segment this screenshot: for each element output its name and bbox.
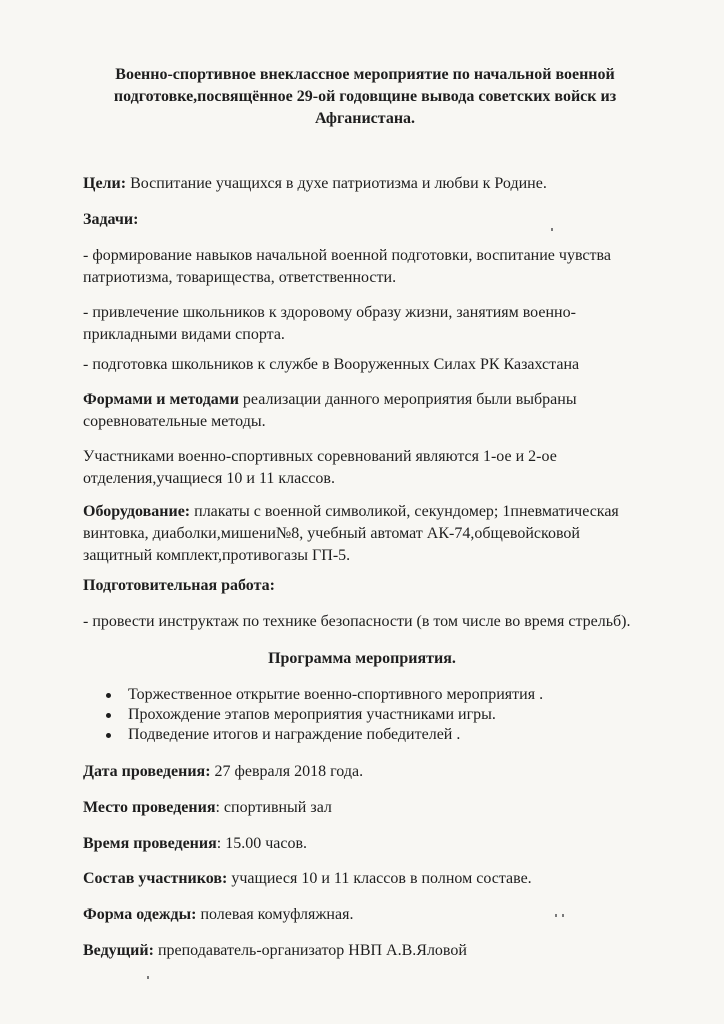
tasks-heading [83,209,683,231]
title-line: Военно-спортивное внеклассное мероприятие по начальной военной [115,66,615,83]
program-item: Торжественное открытие военно-спортивного мероприятия . [100,685,660,705]
detail-value: учащиеся 10 и 11 классов в полном составе. [231,870,532,887]
task-line: - формирование навыков начальной военной подготовки, воспитание чувства [83,247,611,264]
detail-host [83,940,683,962]
detail-value: : 15.00 часов. [216,835,308,852]
equipment-text: плакаты с военной символикой, секундомер; 1пневматическая [194,503,619,520]
title-line: подготовке,посвящённое 29-ой годовщине вывода советских войск из [113,88,617,105]
scan-speck [147,976,149,979]
detail-value: 27 февраля 2018 года. [214,763,364,780]
equipment-label: Оборудование: [83,503,191,520]
equipment-line: винтовка, диаболки,мишени№8, учебный автомат АК-74,общевойсковой [83,525,580,542]
prep-label: Подготовительная работа: [83,577,275,594]
task-item [83,302,683,346]
forms-line: соревновательные методы. [83,413,266,430]
program-title: Программа мероприятия. [268,650,456,667]
detail-value: полевая комуфляжная. [200,906,354,923]
task-item [83,245,683,289]
participants-line: Участниками военно-спортивных соревнований являются 1-ое и 2-ое [83,448,557,465]
detail-label: Время проведения [83,835,217,852]
detail-time [83,833,683,855]
forms-label: Формами и методами [83,391,239,408]
scan-speck [551,228,553,231]
participants-line: отделения,учащиеся 10 и 11 классов. [83,470,335,487]
forms-paragraph [83,389,683,433]
goals-text: Воспитание учащихся в духе патриотизма и любви к Родине. [130,175,547,192]
detail-label: Форма одежды: [83,906,197,923]
equipment-line: защитный комплект,противогазы ГП-5. [83,547,351,564]
task-line: патриотизма, товарищества, ответственности. [83,269,397,286]
tasks-label: Задачи: [83,211,139,228]
detail-label: Место проведения [83,799,216,816]
detail-date [83,761,683,783]
detail-label: Состав участников: [83,870,228,887]
detail-composition [83,868,683,890]
detail-label: Дата проведения: [83,763,211,780]
program-item: Прохождение этапов мероприятия участниками игры. [100,705,660,725]
scan-speck [562,914,564,917]
goals-label: Цели: [83,175,127,192]
title-line: Афганистана. [314,110,416,127]
detail-uniform [83,904,683,926]
task-line: прикладными видами спорта. [83,326,285,343]
detail-value: преподаватель-организатор НВП А.В.Яловой [157,942,467,959]
prep-heading [83,575,683,597]
participants-paragraph [83,446,683,490]
equipment-line [83,501,683,523]
forms-line [83,389,683,411]
detail-place [83,797,683,819]
program-list [100,685,660,745]
document-title [70,64,660,130]
forms-text: реализации данного мероприятия были выбраны [242,391,577,408]
task-line: - подготовка школьников к службе в Вооруженных Силах РК Казахстана [83,356,580,373]
task-item [83,354,683,376]
equipment-paragraph [83,501,683,567]
goals-paragraph [83,173,683,195]
task-line: - привлечение школьников к здоровому образу жизни, занятиям военно- [83,304,576,321]
program-item: Подведение итогов и награждение победителей . [100,725,660,745]
detail-value: : спортивный зал [215,799,332,816]
prep-text: - провести инструктаж по технике безопасности (в том числе во время стрельб). [83,613,631,630]
detail-label: Ведущий: [83,942,154,959]
scan-speck [555,914,557,917]
